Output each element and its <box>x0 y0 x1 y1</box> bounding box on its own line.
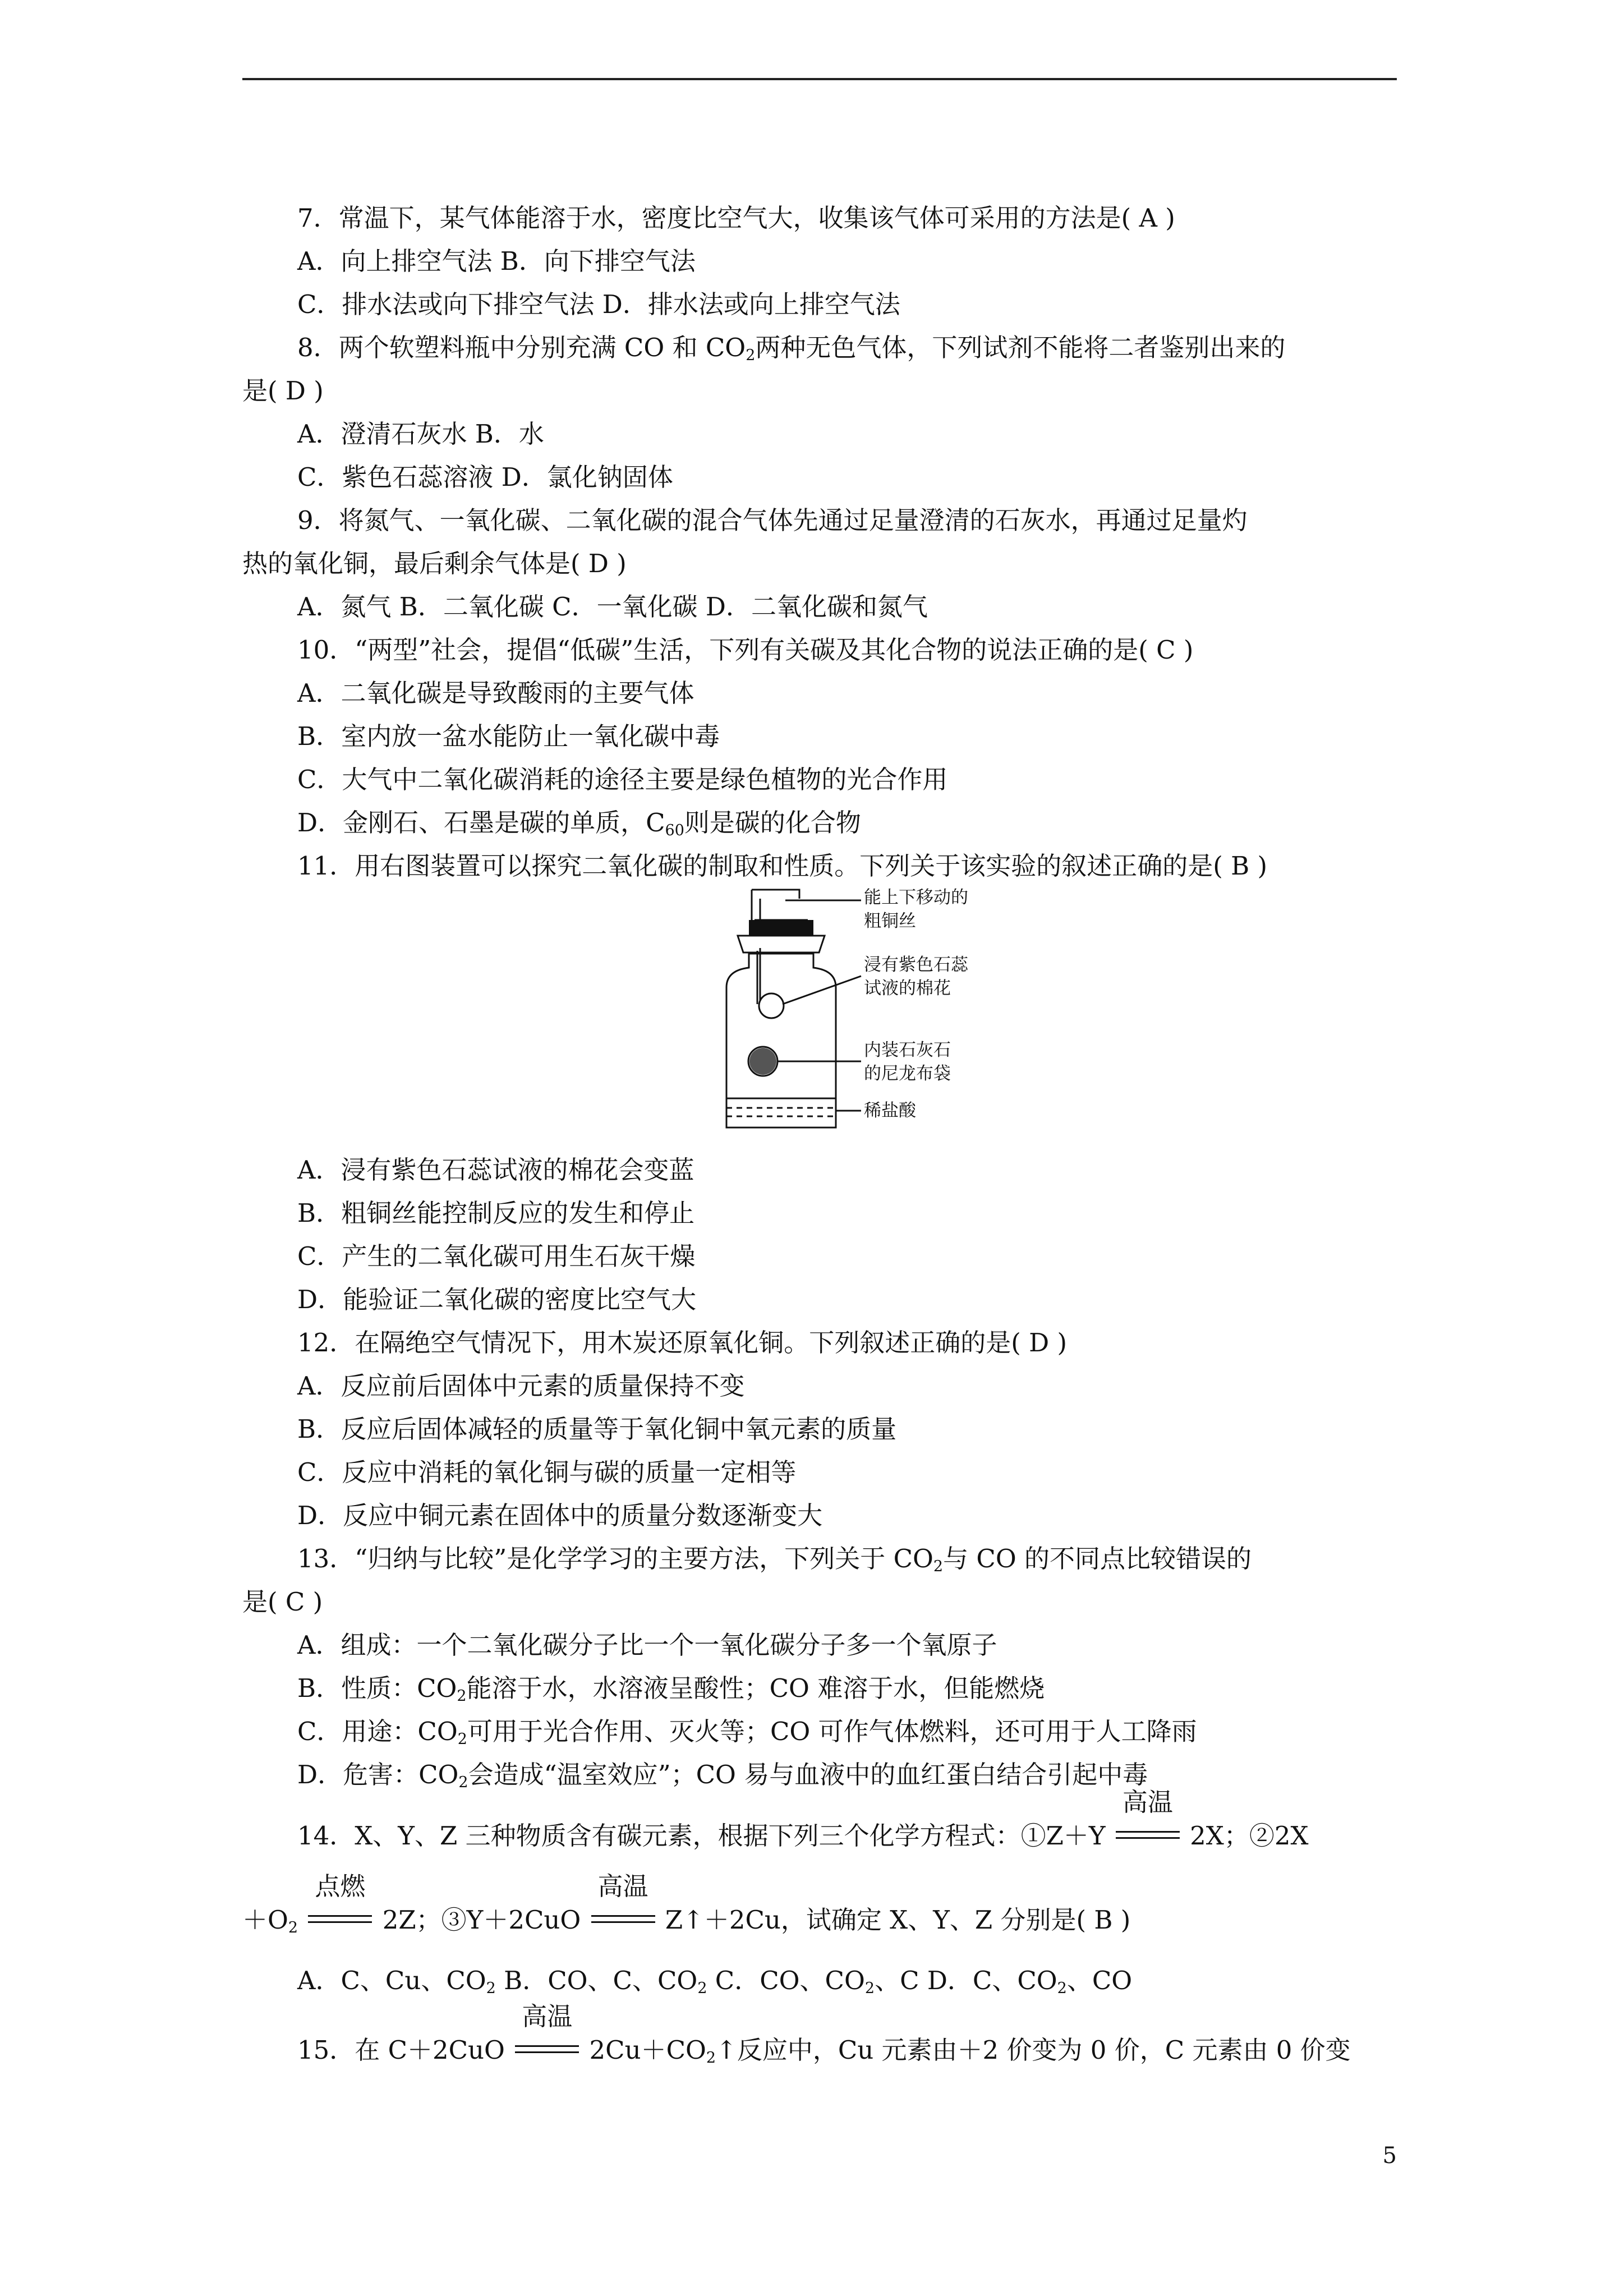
q8-options-ab: A．澄清石灰水 B．水 <box>297 419 544 449</box>
reaction-condition: 高温 <box>589 1903 657 1938</box>
page-number: 5 <box>1382 2143 1397 2169</box>
fig-label-wire-2: 粗铜丝 <box>864 911 916 931</box>
cotton-ball <box>759 993 784 1018</box>
fig-label-cotton-2: 试液的棉花 <box>864 978 951 999</box>
q11-stem: 11．用右图装置可以探究二氧化碳的制取和性质。下列关于该实验的叙述正确的是( B ) <box>297 851 1268 881</box>
q9-stem: 9．将氮气、一氧化碳、二氧化碳的混合气体先通过足量澄清的石灰水，再通过足量灼 <box>297 505 1248 535</box>
q11-option-c: C．产生的二氧化碳可用生石灰干燥 <box>297 1241 696 1271</box>
apparatus-figure <box>704 886 968 1144</box>
q15-stem: 15．在 C＋2CuO 高温 $2Cu+CO_2↑$反应中，Cu 元素由＋2 价变为 0 价，C 元素由 0 价变 <box>297 2033 1351 2068</box>
bottle-mouth <box>738 936 825 953</box>
q8-stem-line2: 是( D ) <box>242 376 324 406</box>
q11-option-b: B．粗铜丝能控制反应的发生和停止 <box>297 1198 695 1228</box>
reaction-condition: 点燃 <box>306 1903 374 1938</box>
q10-stem: 10．“两型”社会，提倡“低碳”生活，下列有关碳及其化合物的说法正确的是( C ) <box>297 635 1194 665</box>
fig-label-cotton-1: 浸有紫色石蕊 <box>864 955 968 975</box>
fig-label-acid: 稀盐酸 <box>864 1101 916 1121</box>
q7-options-cd: C．排水法或向下排空气法 D．排水法或向上排空气法 <box>297 289 900 319</box>
q13-option-d: D．危害：$CO_2$会造成“温室效应”；CO 易与血液中的血红蛋白结合引起中毒 <box>297 1760 1148 1791</box>
q8-stem: 8．两个软塑料瓶中分别充满 CO 和 $CO_2$两种无色气体，下列试剂不能将二者鉴别出来的 <box>297 333 1286 364</box>
q12-option-a: A．反应前后固体中元素的质量保持不变 <box>297 1371 745 1401</box>
reaction-condition: 高温 <box>1114 1819 1182 1853</box>
q9-options: A．氮气 B．二氧化碳 C．一氧化碳 D．二氧化碳和氮气 <box>297 592 928 622</box>
q9-stem-line2: 热的氧化铜，最后剩余气体是( D ) <box>242 549 627 578</box>
fig-label-bag-2: 的尼龙布袋 <box>864 1064 951 1084</box>
q13-stem-line2: 是( C ) <box>242 1587 323 1617</box>
fig-label-bag-1: 内装石灰石 <box>864 1040 951 1060</box>
stopper <box>749 920 813 936</box>
fig-label-wire-1: 能上下移动的 <box>864 887 968 908</box>
q14-stem: 14．X、Y、Z 三种物质含有碳元素，根据下列三个化学方程式：①Z＋Y 高温 2X；②2X <box>297 1819 1309 1853</box>
q11-option-a: A．浸有紫色石蕊试液的棉花会变蓝 <box>297 1155 694 1185</box>
q12-option-c: C．反应中消耗的氧化铜与碳的质量一定相等 <box>297 1457 797 1487</box>
bottle-outline <box>726 954 836 1128</box>
q10-option-a: A．二氧化碳是导致酸雨的主要气体 <box>297 678 694 708</box>
q12-option-b: B．反应后固体减轻的质量等于氧化铜中氧元素的质量 <box>297 1414 897 1444</box>
q13-option-a: A．组成：一个二氧化碳分子比一个一氧化碳分子多一个氧原子 <box>297 1630 997 1660</box>
q13-stem: 13．“归纳与比较”是化学学习的主要方法，下列关于 $CO_2$与 CO 的不同点比较错误的 <box>297 1544 1252 1575</box>
q14-options: A．C、Cu、$CO_2$ B．CO、C、$CO_2$ C．CO、$CO_2$、C D．C、$CO_2$、CO <box>297 1966 1133 1997</box>
copper-wire <box>752 890 799 920</box>
header-rule <box>242 78 1397 80</box>
q7-stem: 7．常温下，某气体能溶于水，密度比空气大，收集该气体可采用的方法是( A ) <box>297 203 1175 233</box>
reaction-condition: 高温 <box>513 2033 581 2068</box>
q13-option-c: C．用途：$CO_2$可用于光合作用、灭火等；CO 可作气体燃料，还可用于人工降雨 <box>297 1717 1197 1748</box>
q8-options-cd: C．紫色石蕊溶液 D．氯化钠固体 <box>297 462 673 492</box>
q13-option-b: B．性质：$CO_2$能溶于水，水溶液呈酸性；CO 难溶于水，但能燃烧 <box>297 1673 1045 1705</box>
q10-option-b: B．室内放一盆水能防止一氧化碳中毒 <box>297 721 720 751</box>
q14-stem-line2: $+O_2$ 点燃 2Z；③Y＋2CuO 高温 Z↑＋2Cu，试确定 X、Y、Z 分别是( B ) <box>242 1903 1130 1938</box>
q11-option-d: D．能验证二氧化碳的密度比空气大 <box>297 1285 697 1314</box>
q10-option-c: C．大气中二氧化碳消耗的途径主要是绿色植物的光合作用 <box>297 765 948 794</box>
q12-option-d: D．反应中铜元素在固体中的质量分数逐渐变大 <box>297 1501 823 1530</box>
q12-stem: 12．在隔绝空气情况下，用木炭还原氧化铜。下列叙述正确的是( D ) <box>297 1328 1068 1358</box>
q10-option-d: D．金刚石、石墨是碳的单质，$C_{60}$则是碳的化合物 <box>297 808 861 839</box>
q7-options-ab: A．向上排空气法 B．向下排空气法 <box>297 246 696 276</box>
